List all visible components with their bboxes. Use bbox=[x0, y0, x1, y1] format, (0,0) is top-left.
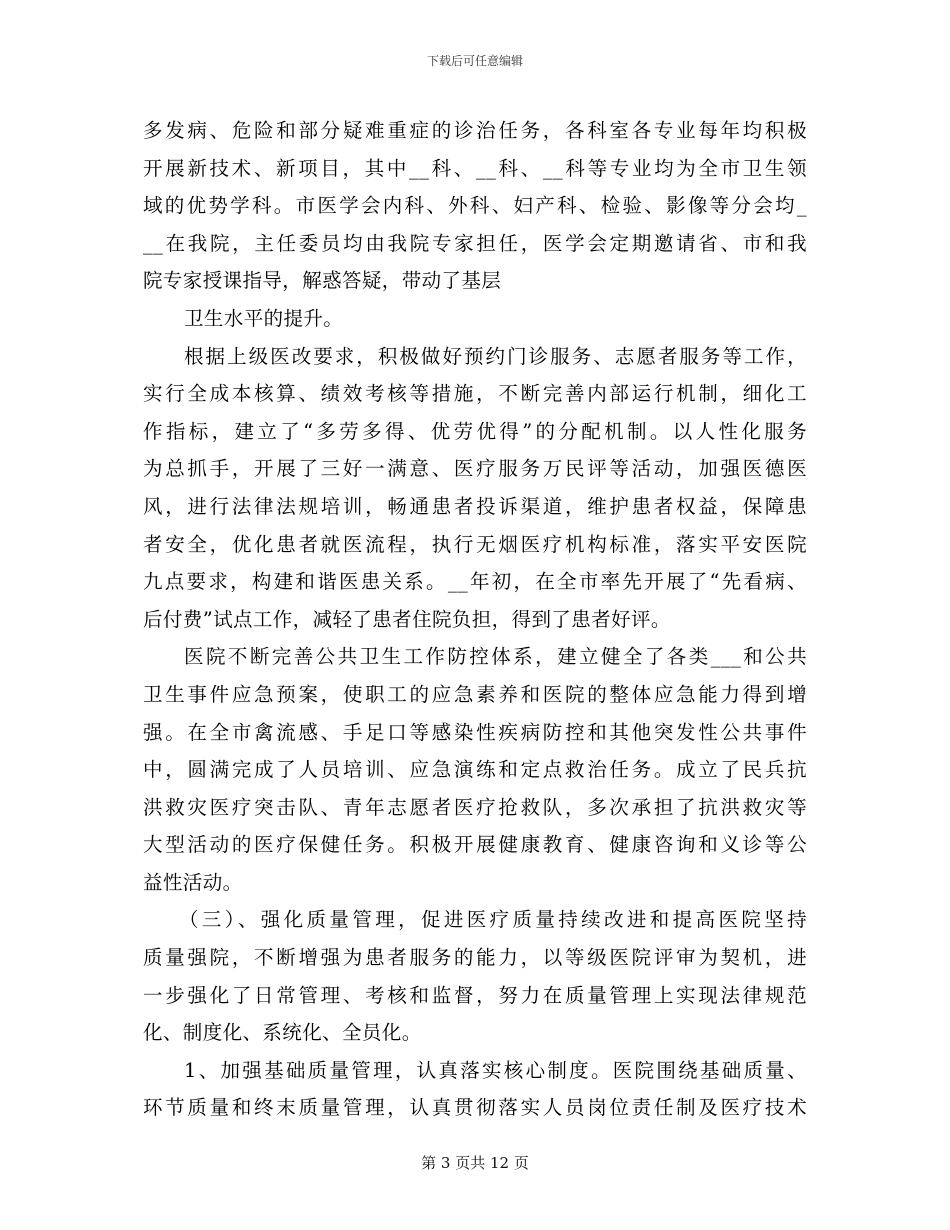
body-line: __在我院，主任委员均由我院专家担任，医学会定期邀请省、市和我 bbox=[143, 231, 807, 255]
body-line: 洪救灾医疗突击队、青年志愿者医疗抢救队，多次承担了抗洪救灾等 bbox=[143, 795, 807, 819]
body-line: 风，进行法律法规培训，畅通患者投诉渠道，维护患者权益，保障患 bbox=[143, 494, 807, 518]
body-line: 者安全，优化患者就医流程，执行无烟医疗机构标准，落实平安医院 bbox=[143, 532, 807, 556]
body-line: 多发病、危险和部分疑难重症的诊治任务，各科室各专业每年均积极 bbox=[143, 119, 807, 142]
body-line: 强。在全市禽流感、手足口等感染性疾病防控和其他突发性公共事件 bbox=[143, 720, 807, 744]
page-header: 下载后可任意编辑 bbox=[426, 54, 523, 68]
body-line: 环节质量和终末质量管理，认真贯彻落实人员岗位责任制及医疗技术 bbox=[143, 1096, 807, 1120]
page-number-footer: 第 3 页共 12 页 bbox=[421, 1154, 529, 1172]
body-line: 院专家授课指导，解惑答疑，带动了基层 bbox=[143, 269, 502, 293]
body-line: 1、加强基础质量管理，认真落实核心制度。医院围绕基础质量、 bbox=[184, 1058, 807, 1082]
body-line: 后付费”试点工作，减轻了患者住院负担，得到了患者好评。 bbox=[143, 607, 671, 631]
body-line: 大型活动的医疗保健任务。积极开展健康教育、健康咨询和义诊等公 bbox=[143, 833, 807, 857]
body-line: 益性活动。 bbox=[143, 870, 243, 894]
body-line: 卫生水平的提升。 bbox=[184, 306, 344, 330]
body-line: 质量强院，不断增强为患者服务的能力，以等级医院评审为契机，进 bbox=[143, 946, 807, 970]
body-line: 一步强化了日常管理、考核和监督，努力在质量管理上实现法律规范 bbox=[143, 983, 807, 1007]
body-line: 为总抓手，开展了三好一满意、医疗服务万民评等活动，加强医德医 bbox=[143, 457, 807, 481]
body-line: 中，圆满完成了人员培训、应急演练和定点救治任务。成立了民兵抗 bbox=[143, 758, 807, 782]
body-line: 实行全成本核算、绩效考核等措施，不断完善内部运行机制，细化工 bbox=[143, 382, 807, 406]
body-line: 作指标，建立了“多劳多得、优劳优得”的分配机制。以人性化服务 bbox=[143, 419, 807, 443]
body-line: 化、制度化、系统化、全员化。 bbox=[143, 1021, 422, 1045]
body-line: 根据上级医改要求，积极做好预约门诊服务、志愿者服务等工作， bbox=[184, 344, 807, 368]
body-line: 九点要求，构建和谐医患关系。__年初，在全市率先开展了“先看病、 bbox=[143, 570, 807, 594]
document-body bbox=[143, 112, 807, 1127]
body-line: 卫生事件应急预案，使职工的应急素养和医院的整体应急能力得到增 bbox=[143, 682, 807, 706]
body-line: （三）、强化质量管理，促进医疗质量持续改进和提高医院坚持 bbox=[179, 908, 807, 932]
body-line: 开展新技术、新项目，其中__科、__科、__科等专业均为全市卫生领 bbox=[143, 156, 807, 180]
body-line: 医院不断完善公共卫生工作防控体系，建立健全了各类___和公共 bbox=[184, 645, 807, 669]
body-line: 域的优势学科。市医学会内科、外科、妇产科、检验、影像等分会均_ bbox=[143, 194, 807, 218]
